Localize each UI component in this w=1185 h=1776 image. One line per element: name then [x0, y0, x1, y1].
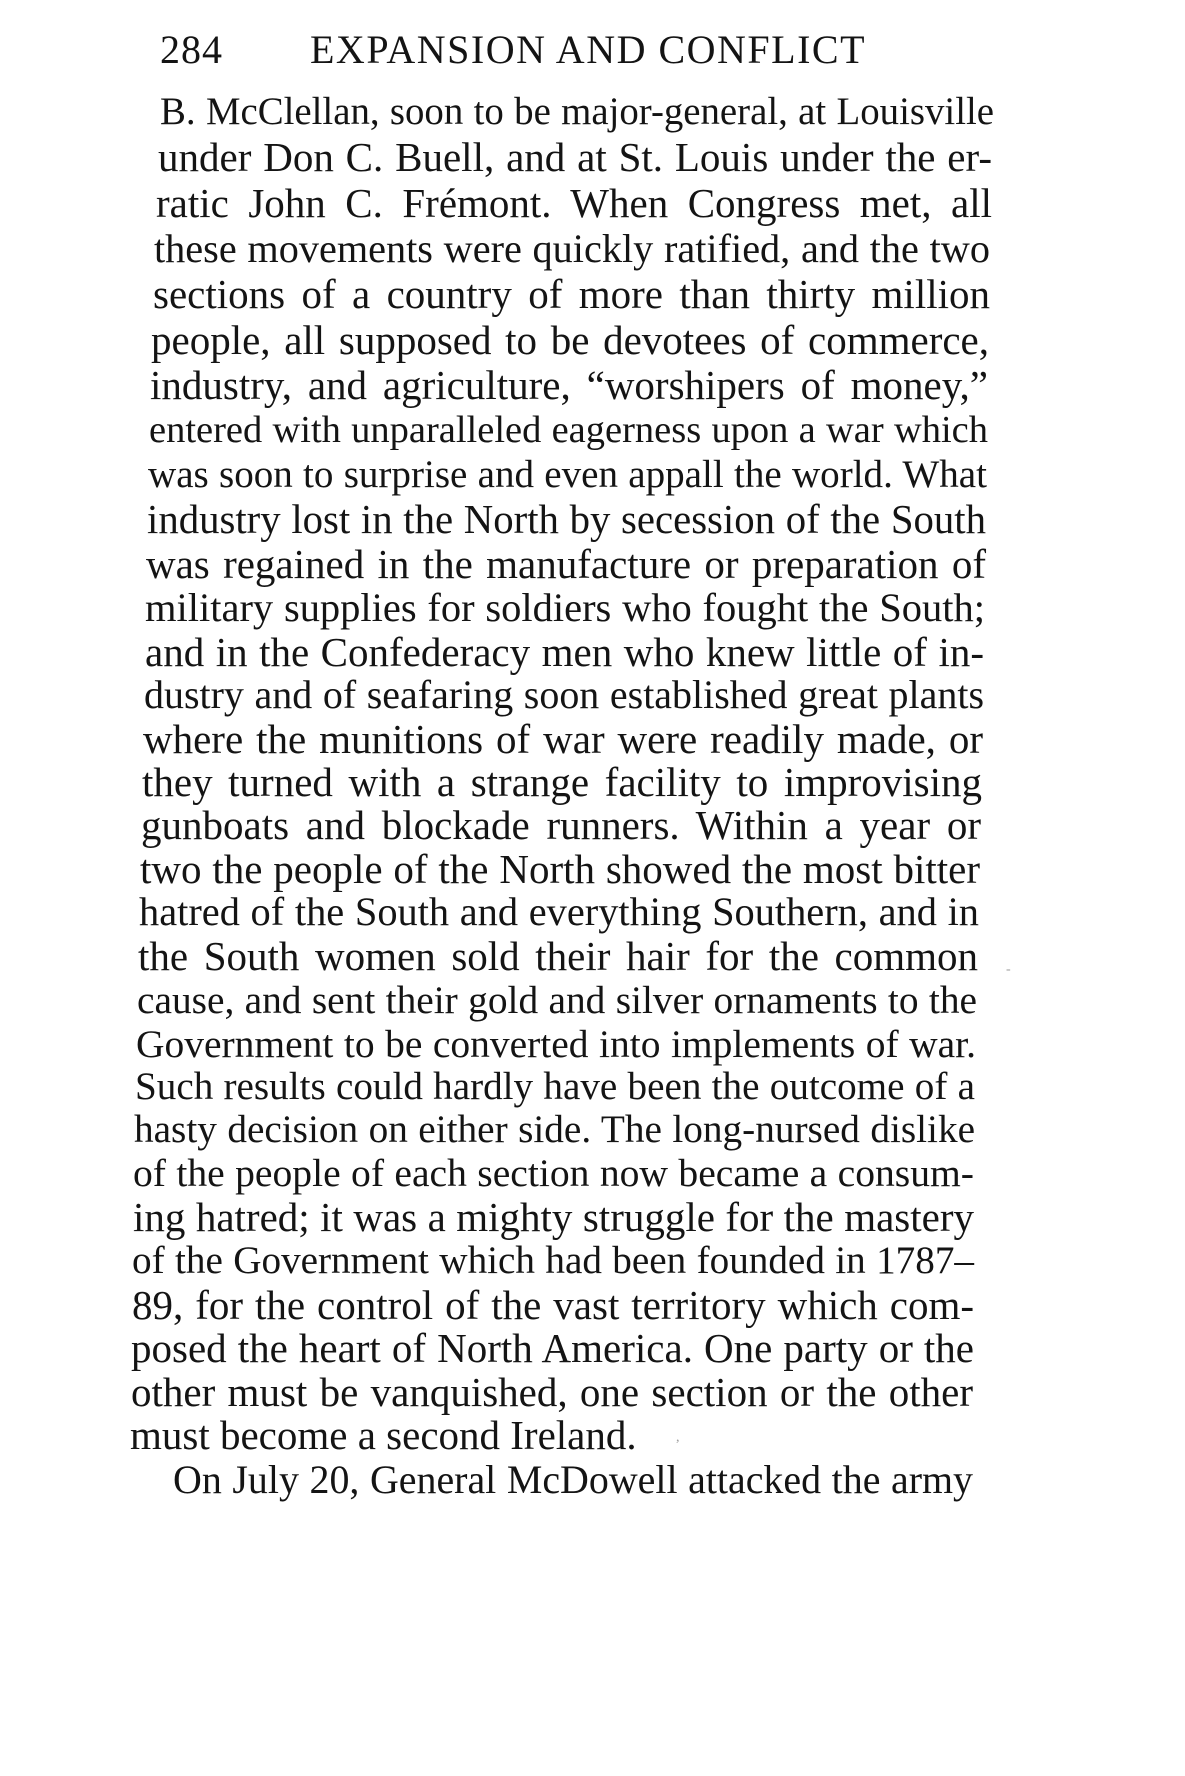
text-line: industry, and agriculture, “worshipers of money,” — [150, 362, 988, 408]
text-line: these movements were quickly ratified, and the two — [154, 226, 990, 271]
text-line: industry lost in the North by secession of the South — [147, 497, 986, 542]
text-line: was regained in the manufacture or preparation of — [146, 541, 986, 587]
text-line: other must be vanquished, one section or the other — [131, 1369, 973, 1415]
text-line: ratic John C. Frémont. When Congress met, all — [156, 180, 992, 226]
running-title: EXPANSION AND CONFLICT — [310, 27, 867, 72]
text-line: military supplies for soldiers who fought the South; — [145, 585, 985, 630]
text-line: hatred of the South and everything Southern, and in — [139, 889, 979, 934]
text-line: of the people of each section now became a consum- — [133, 1151, 974, 1195]
text-line: ing hatred; it was a mighty struggle for the mastery — [133, 1194, 974, 1240]
text-line: posed the heart of North America. One party or the — [131, 1325, 974, 1371]
text-line: of the Government which had been founded in 1787– — [132, 1239, 974, 1282]
text-line: Government to be converted into implements of war. — [136, 1022, 976, 1066]
text-line: hasty decision on either side. The long-nursed dislike — [134, 1108, 975, 1151]
text-line: sections of a country of more than thirty million — [153, 271, 990, 317]
text-line: must become a second Ireland. — [130, 1412, 637, 1458]
text-line: gunboats and blockade runners. Within a year or — [141, 802, 981, 848]
text-line: cause, and sent their gold and silver ornaments to the — [137, 978, 977, 1022]
text-line: was soon to surprise and even appall the world. What — [148, 453, 987, 496]
text-line: under Don C. Buell, and at St. Louis under the er- — [158, 134, 992, 180]
text-line: two the people of the North showed the most bitter — [140, 846, 980, 892]
text-line: the South women sold their hair for the common — [138, 933, 978, 979]
text-line: they turned with a strange facility to improvising — [142, 759, 982, 805]
text-line: people, all supposed to be devotees of commerce, — [151, 317, 989, 363]
paragraph-first-line: On July 20, General McDowell attacked the army — [173, 1457, 973, 1502]
text-line: entered with unparalleled eagerness upon a war which — [149, 409, 988, 451]
text-line: 89, for the control of the vast territory which com- — [132, 1282, 974, 1328]
text-line: Such results could hardly have been the outcome of a — [135, 1065, 975, 1108]
text-line: and in the Confederacy men who knew little of in- — [145, 629, 984, 675]
text-line: B. McClellan, soon to be major-general, at Louisville — [160, 90, 994, 133]
text-line: dustry and of seafaring soon established great plants — [144, 672, 984, 717]
text-line: where the munitions of war were readily made, or — [143, 716, 983, 762]
page-number: 284 — [160, 27, 223, 72]
margin-speck: - — [1006, 962, 1011, 977]
margin-speck: , — [676, 1430, 680, 1445]
